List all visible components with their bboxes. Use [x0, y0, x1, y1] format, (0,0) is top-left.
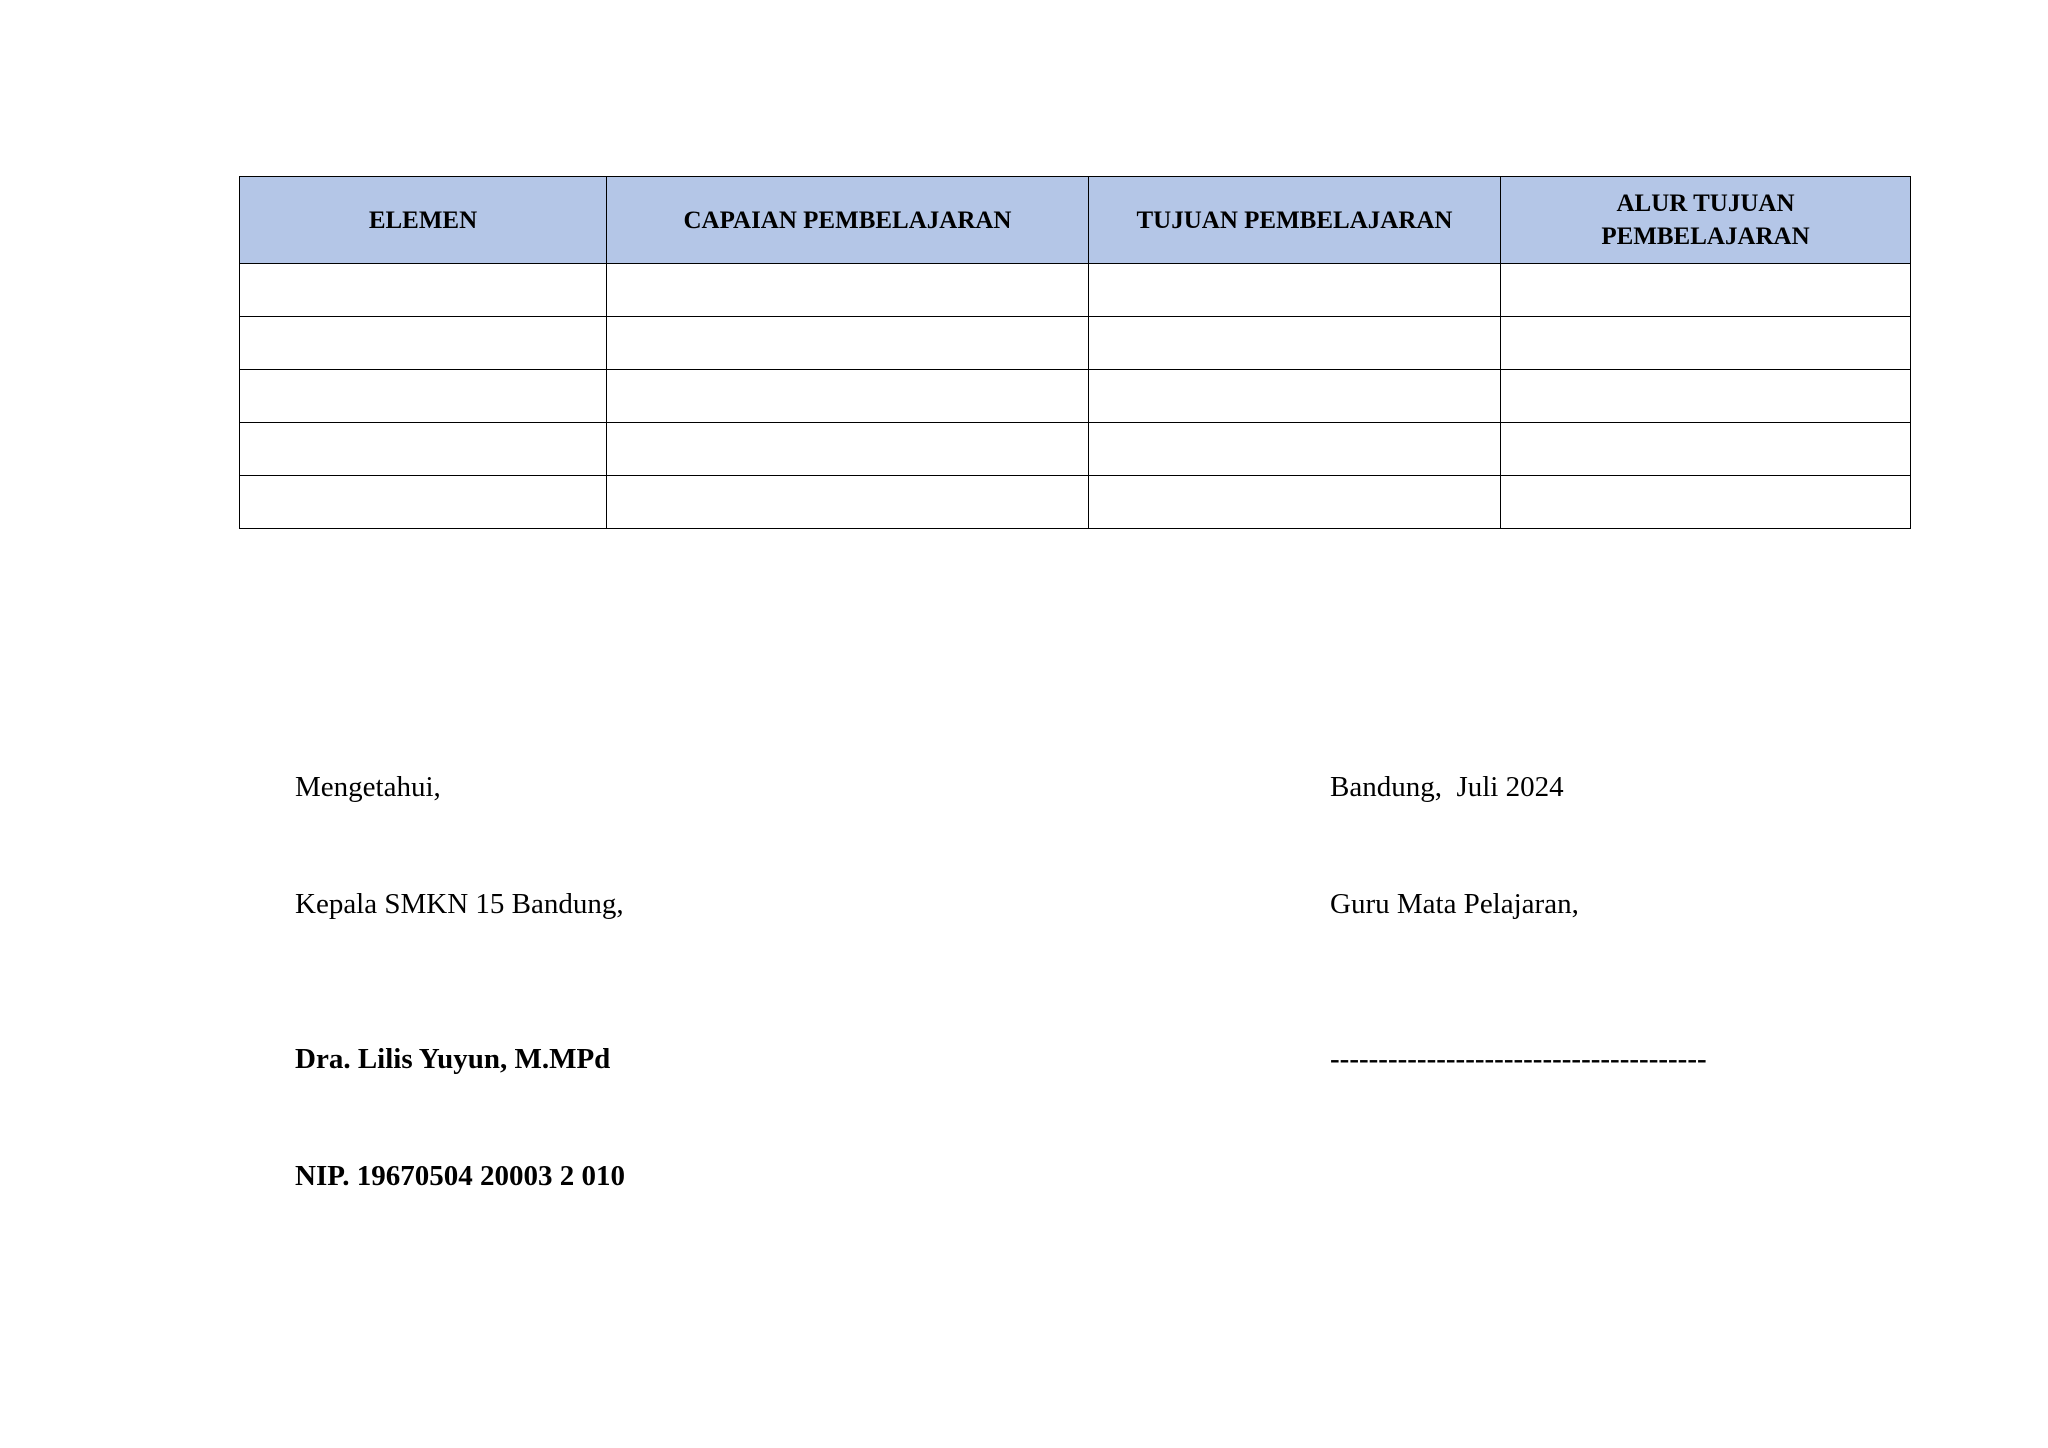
header-elemen: ELEMEN: [240, 177, 607, 264]
table-cell: [607, 423, 1089, 476]
table-cell: [240, 264, 607, 317]
table-row: [240, 264, 1911, 317]
table-cell: [1089, 317, 1501, 370]
principal-acknowledgement: [295, 690, 624, 1002]
table-cell: [607, 476, 1089, 529]
teacher-signature: [1330, 962, 1707, 1157]
header-alur-tujuan-pembelajaran: ALUR TUJUAN PEMBELAJARAN: [1501, 177, 1911, 264]
table-cell: [240, 476, 607, 529]
principal-title: Kepala SMKN 15 Bandung,: [295, 888, 624, 920]
table-cell: [240, 370, 607, 423]
table-cell: [1089, 476, 1501, 529]
learning-outcomes-table: [239, 176, 1911, 529]
principal-nip: NIP. 19670504 20003 2 010: [295, 1160, 626, 1192]
teacher-place-date: [1330, 690, 1579, 1002]
table-row: [240, 423, 1911, 476]
table-cell: [1501, 423, 1911, 476]
principal-name: Dra. Lilis Yuyun, M.MPd: [295, 1043, 611, 1075]
header-tujuan-pembelajaran: TUJUAN PEMBELAJARAN: [1089, 177, 1501, 264]
table-cell: [240, 423, 607, 476]
principal-signature: [295, 962, 625, 1274]
table-cell: [1501, 476, 1911, 529]
table-cell: [1089, 423, 1501, 476]
teacher-name-blank: ---------------------------------------: [1330, 1043, 1707, 1075]
table-cell: [1501, 317, 1911, 370]
teacher-title: Guru Mata Pelajaran,: [1330, 888, 1579, 920]
table-cell: [607, 370, 1089, 423]
header-capaian-pembelajaran: CAPAIAN PEMBELAJARAN: [607, 177, 1089, 264]
acknowledgement-label: Mengetahui,: [295, 771, 441, 803]
table-cell: [1089, 264, 1501, 317]
table-cell: [607, 317, 1089, 370]
place-date: Bandung, Juli 2024: [1330, 771, 1564, 803]
table-cell: [1501, 264, 1911, 317]
table-row: [240, 370, 1911, 423]
table-cell: [1501, 370, 1911, 423]
table-row: [240, 476, 1911, 529]
table-cell: [1089, 370, 1501, 423]
table-cell: [607, 264, 1089, 317]
table-row: [240, 317, 1911, 370]
table-header-row: [240, 177, 1911, 264]
table-cell: [240, 317, 607, 370]
